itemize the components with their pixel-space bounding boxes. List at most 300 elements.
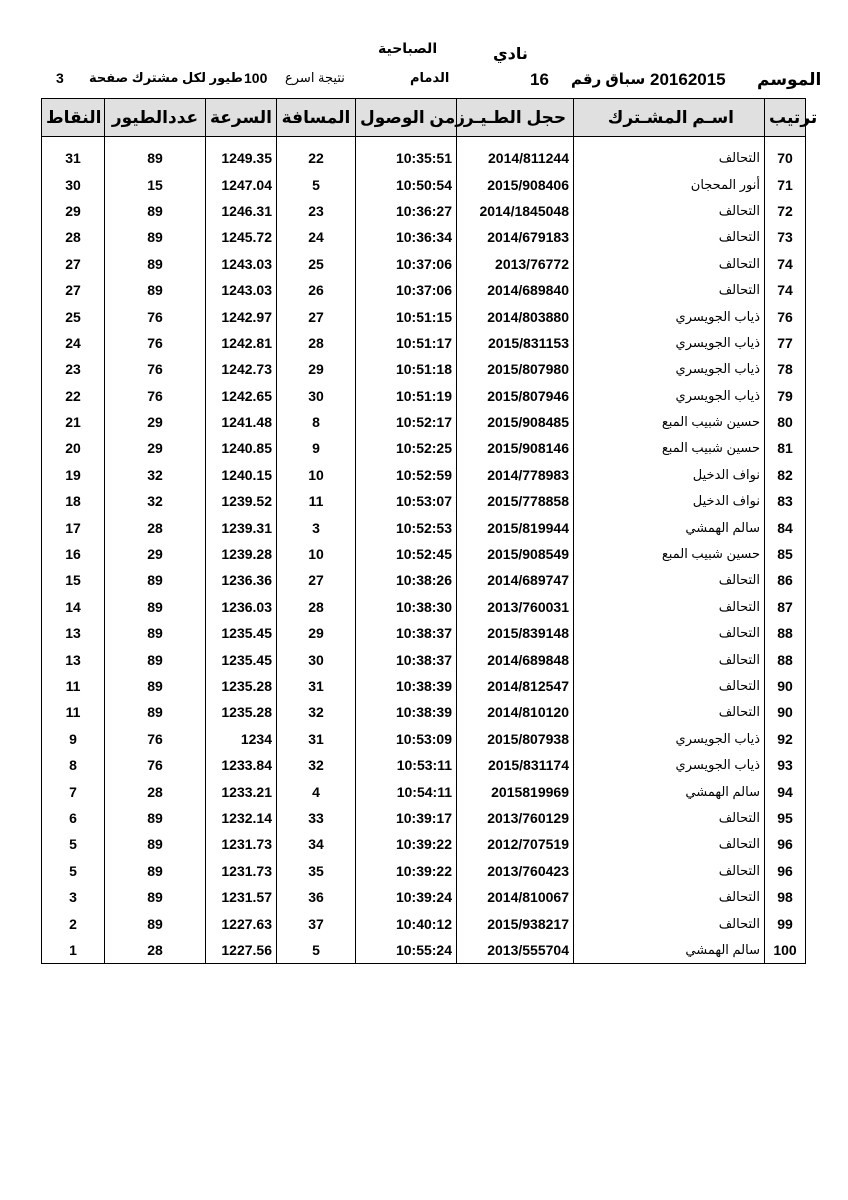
bird-count-cell: 89 — [105, 910, 206, 936]
arrival-time-cell: 10:38:39 — [356, 673, 457, 699]
bird-count-cell: 76 — [105, 383, 206, 409]
points-cell: 22 — [42, 383, 105, 409]
speed-cell: 1245.72 — [206, 224, 277, 250]
bird-count-cell: 28 — [105, 514, 206, 540]
table-row — [42, 251, 806, 277]
arrival-time-cell: 10:35:51 — [356, 145, 457, 171]
participant-name-cell: ذياب الجويسري — [574, 752, 765, 778]
ring-cell: 2015/908146 — [457, 435, 574, 461]
bird-count-cell: 89 — [105, 567, 206, 593]
points-cell: 9 — [42, 726, 105, 752]
ring-cell: 2013/760423 — [457, 858, 574, 884]
arrival-time-cell: 10:40:12 — [356, 910, 457, 936]
arrival-time-cell: 10:51:15 — [356, 303, 457, 329]
points-cell: 13 — [42, 646, 105, 672]
header-ring: حجل الطـيـر — [457, 99, 574, 137]
table-header-row — [42, 99, 806, 137]
speed-cell: 1249.35 — [206, 145, 277, 171]
bird-count-cell: 89 — [105, 805, 206, 831]
ring-cell: 2014/778983 — [457, 462, 574, 488]
table-row — [42, 435, 806, 461]
participant-name-cell: ذياب الجويسري — [574, 726, 765, 752]
speed-cell: 1231.57 — [206, 884, 277, 910]
arrival-time-cell: 10:52:59 — [356, 462, 457, 488]
bird-count-cell: 89 — [105, 145, 206, 171]
fastest-count: 100 — [244, 70, 268, 86]
ring-cell: 2014/679183 — [457, 224, 574, 250]
participant-name-cell: ذياب الجويسري — [574, 303, 765, 329]
arrival-time-cell: 10:39:22 — [356, 831, 457, 857]
distance-cell: 4 — [277, 778, 356, 804]
header-distance: المسافة — [277, 99, 356, 137]
table-row — [42, 303, 806, 329]
bird-count-cell: 32 — [105, 462, 206, 488]
table-row — [42, 409, 806, 435]
participant-name-cell: نواف الدخيل — [574, 488, 765, 514]
participant-name-cell: التحالف — [574, 910, 765, 936]
points-cell: 17 — [42, 514, 105, 540]
bird-count-cell: 89 — [105, 831, 206, 857]
arrival-time-cell: 10:37:06 — [356, 251, 457, 277]
participant-name-cell: حسين شبيب المبع — [574, 435, 765, 461]
arrival-time-cell: 10:38:30 — [356, 594, 457, 620]
rank-cell: 79 — [765, 383, 806, 409]
header-rank: ترتيب — [765, 99, 806, 137]
ring-cell: 2015/938217 — [457, 910, 574, 936]
distance-cell: 32 — [277, 752, 356, 778]
table-row — [42, 937, 806, 964]
table-row — [42, 699, 806, 725]
arrival-time-cell: 10:52:53 — [356, 514, 457, 540]
season-value: 20162015 — [650, 70, 726, 89]
participant-name-cell: ذياب الجويسري — [574, 383, 765, 409]
points-cell: 30 — [42, 171, 105, 197]
rank-cell: 72 — [765, 198, 806, 224]
rank-cell: 98 — [765, 884, 806, 910]
points-cell: 21 — [42, 409, 105, 435]
ring-cell: 2015/778858 — [457, 488, 574, 514]
arrival-time-cell: 10:53:09 — [356, 726, 457, 752]
ring-cell: 2015/831174 — [457, 752, 574, 778]
arrival-time-cell: 10:39:22 — [356, 858, 457, 884]
table-row — [42, 462, 806, 488]
speed-cell: 1242.81 — [206, 330, 277, 356]
points-cell: 8 — [42, 752, 105, 778]
points-cell: 2 — [42, 910, 105, 936]
distance-cell: 30 — [277, 383, 356, 409]
ring-cell: 2015/807980 — [457, 356, 574, 382]
table-row — [42, 673, 806, 699]
points-cell: 28 — [42, 224, 105, 250]
participant-name-cell: التحالف — [574, 224, 765, 250]
points-cell: 6 — [42, 805, 105, 831]
participant-name-cell: حسين شبيب المبع — [574, 541, 765, 567]
points-cell: 20 — [42, 435, 105, 461]
bird-count-cell: 89 — [105, 620, 206, 646]
ring-cell: 2015/908406 — [457, 171, 574, 197]
bird-count-cell: 29 — [105, 541, 206, 567]
participant-name-cell: التحالف — [574, 884, 765, 910]
ring-cell: 2015819969 — [457, 778, 574, 804]
rank-cell: 70 — [765, 145, 806, 171]
arrival-time-cell: 10:51:18 — [356, 356, 457, 382]
speed-cell: 1235.28 — [206, 699, 277, 725]
table-row — [42, 726, 806, 752]
speed-cell: 1231.73 — [206, 858, 277, 884]
points-cell: 11 — [42, 673, 105, 699]
distance-cell: 32 — [277, 699, 356, 725]
speed-cell: 1239.28 — [206, 541, 277, 567]
speed-cell: 1231.73 — [206, 831, 277, 857]
table-row — [42, 594, 806, 620]
bird-count-cell: 76 — [105, 752, 206, 778]
rank-cell: 86 — [765, 567, 806, 593]
participant-name-cell: سالم الهمشي — [574, 778, 765, 804]
bird-count-cell: 76 — [105, 356, 206, 382]
distance-cell: 23 — [277, 198, 356, 224]
distance-cell: 22 — [277, 145, 356, 171]
participant-name-cell: التحالف — [574, 620, 765, 646]
table-row — [42, 198, 806, 224]
table-row — [42, 567, 806, 593]
rank-cell: 78 — [765, 356, 806, 382]
bird-count-cell: 29 — [105, 435, 206, 461]
participant-name-cell: التحالف — [574, 567, 765, 593]
participant-name-cell: التحالف — [574, 673, 765, 699]
points-cell: 5 — [42, 831, 105, 857]
speed-cell: 1247.04 — [206, 171, 277, 197]
rank-cell: 83 — [765, 488, 806, 514]
table-row — [42, 910, 806, 936]
table-row — [42, 858, 806, 884]
race-label: سباق رقم — [571, 71, 646, 88]
arrival-time-cell: 10:36:27 — [356, 198, 457, 224]
points-cell: 25 — [42, 303, 105, 329]
table-row — [42, 488, 806, 514]
ring-cell: 2014/689747 — [457, 567, 574, 593]
rank-cell: 93 — [765, 752, 806, 778]
header-arrival-time: زمن الوصول — [356, 99, 457, 137]
speed-cell: 1227.63 — [206, 910, 277, 936]
arrival-time-cell: 10:37:06 — [356, 277, 457, 303]
speed-cell: 1242.65 — [206, 383, 277, 409]
table-row — [42, 277, 806, 303]
points-cell: 27 — [42, 277, 105, 303]
distance-cell: 10 — [277, 462, 356, 488]
bird-count-cell: 89 — [105, 646, 206, 672]
bird-count-cell: 32 — [105, 488, 206, 514]
speed-cell: 1239.52 — [206, 488, 277, 514]
results-body — [42, 137, 806, 964]
bird-count-cell: 29 — [105, 409, 206, 435]
bird-count-cell: 89 — [105, 699, 206, 725]
bird-count-cell: 89 — [105, 277, 206, 303]
table-row — [42, 224, 806, 250]
points-cell: 31 — [42, 145, 105, 171]
arrival-time-cell: 10:50:54 — [356, 171, 457, 197]
page-number: 3 — [56, 70, 64, 86]
rank-cell: 90 — [765, 673, 806, 699]
speed-cell: 1240.15 — [206, 462, 277, 488]
points-cell: 27 — [42, 251, 105, 277]
speed-cell: 1233.21 — [206, 778, 277, 804]
points-cell: 1 — [42, 937, 105, 964]
fastest-label: نتيجة اسرع — [285, 70, 345, 85]
speed-cell: 1240.85 — [206, 435, 277, 461]
points-cell: 29 — [42, 198, 105, 224]
header-bird-count: عددالطيور — [105, 99, 206, 137]
ring-cell: 2015/807946 — [457, 383, 574, 409]
distance-cell: 30 — [277, 646, 356, 672]
participant-name-cell: التحالف — [574, 251, 765, 277]
ring-cell: 2014/689840 — [457, 277, 574, 303]
distance-cell: 34 — [277, 831, 356, 857]
points-cell: 19 — [42, 462, 105, 488]
ring-cell: 2013/760031 — [457, 594, 574, 620]
points-cell: 5 — [42, 858, 105, 884]
distance-cell: 8 — [277, 409, 356, 435]
points-cell: 11 — [42, 699, 105, 725]
table-row — [42, 620, 806, 646]
ring-cell: 2013/555704 — [457, 937, 574, 964]
points-cell: 3 — [42, 884, 105, 910]
ring-cell: 2015/807938 — [457, 726, 574, 752]
table-row — [42, 805, 806, 831]
distance-cell: 36 — [277, 884, 356, 910]
distance-cell: 31 — [277, 673, 356, 699]
table-row — [42, 778, 806, 804]
rank-cell: 73 — [765, 224, 806, 250]
speed-cell: 1243.03 — [206, 277, 277, 303]
season-label: الموسم — [757, 70, 822, 89]
arrival-time-cell: 10:38:26 — [356, 567, 457, 593]
arrival-time-cell: 10:54:11 — [356, 778, 457, 804]
bird-count-cell: 89 — [105, 224, 206, 250]
participant-name-cell: التحالف — [574, 198, 765, 224]
points-cell: 14 — [42, 594, 105, 620]
participant-name-cell: سالم الهمشي — [574, 937, 765, 964]
arrival-time-cell: 10:38:39 — [356, 699, 457, 725]
speed-cell: 1236.03 — [206, 594, 277, 620]
bird-count-cell: 89 — [105, 251, 206, 277]
header-points: النقاط — [42, 99, 105, 137]
distance-cell: 3 — [277, 514, 356, 540]
arrival-time-cell: 10:39:17 — [356, 805, 457, 831]
table-row — [42, 145, 806, 171]
speed-cell: 1236.36 — [206, 567, 277, 593]
arrival-time-cell: 10:53:07 — [356, 488, 457, 514]
club-name: الصباحية — [378, 40, 438, 56]
ring-cell: 2013/760129 — [457, 805, 574, 831]
points-cell: 24 — [42, 330, 105, 356]
rank-cell: 87 — [765, 594, 806, 620]
rank-cell: 76 — [765, 303, 806, 329]
table-row — [42, 330, 806, 356]
arrival-time-cell: 10:51:17 — [356, 330, 457, 356]
arrival-time-cell: 10:38:37 — [356, 646, 457, 672]
bird-count-cell: 89 — [105, 594, 206, 620]
rank-cell: 88 — [765, 646, 806, 672]
speed-cell: 1243.03 — [206, 251, 277, 277]
distance-cell: 29 — [277, 356, 356, 382]
participant-name-cell: ذياب الجويسري — [574, 330, 765, 356]
table-row — [42, 356, 806, 382]
rank-cell: 95 — [765, 805, 806, 831]
ring-cell: 2014/1845048 — [457, 198, 574, 224]
speed-cell: 1235.45 — [206, 620, 277, 646]
bird-count-cell: 76 — [105, 330, 206, 356]
rank-cell: 96 — [765, 858, 806, 884]
rank-cell: 85 — [765, 541, 806, 567]
participant-name-cell: التحالف — [574, 831, 765, 857]
distance-cell: 28 — [277, 330, 356, 356]
race-number: 16 — [530, 70, 549, 89]
spacer-row — [42, 137, 806, 146]
arrival-time-cell: 10:52:25 — [356, 435, 457, 461]
bird-count-cell: 89 — [105, 858, 206, 884]
distance-cell: 31 — [277, 726, 356, 752]
rank-cell: 94 — [765, 778, 806, 804]
distance-cell: 29 — [277, 620, 356, 646]
participant-name-cell: ذياب الجويسري — [574, 356, 765, 382]
ring-cell: 2015/819944 — [457, 514, 574, 540]
participant-name-cell: التحالف — [574, 699, 765, 725]
speed-cell: 1242.73 — [206, 356, 277, 382]
arrival-time-cell: 10:51:19 — [356, 383, 457, 409]
distance-cell: 24 — [277, 224, 356, 250]
speed-cell: 1234 — [206, 726, 277, 752]
distance-cell: 35 — [277, 858, 356, 884]
distance-cell: 5 — [277, 937, 356, 964]
rank-cell: 99 — [765, 910, 806, 936]
participant-name-cell: نواف الدخيل — [574, 462, 765, 488]
distance-cell: 26 — [277, 277, 356, 303]
speed-cell: 1235.45 — [206, 646, 277, 672]
rank-cell: 96 — [765, 831, 806, 857]
bird-count-cell: 28 — [105, 937, 206, 964]
ring-cell: 2014/810120 — [457, 699, 574, 725]
distance-cell: 37 — [277, 910, 356, 936]
speed-cell: 1233.84 — [206, 752, 277, 778]
distance-cell: 11 — [277, 488, 356, 514]
city: الدمام — [410, 70, 450, 85]
distance-cell: 10 — [277, 541, 356, 567]
ring-cell: 2014/812547 — [457, 673, 574, 699]
arrival-time-cell: 10:52:45 — [356, 541, 457, 567]
rank-cell: 71 — [765, 171, 806, 197]
ring-cell: 2012/707519 — [457, 831, 574, 857]
table-row — [42, 752, 806, 778]
ring-cell: 2015/908485 — [457, 409, 574, 435]
distance-cell: 5 — [277, 171, 356, 197]
per-participant-label: طيور لكل مشترك صفحة — [89, 70, 243, 85]
rank-cell: 74 — [765, 251, 806, 277]
rank-cell: 80 — [765, 409, 806, 435]
participant-name-cell: حسين شبيب المبع — [574, 409, 765, 435]
ring-cell: 2013/76772 — [457, 251, 574, 277]
bird-count-cell: 28 — [105, 778, 206, 804]
bird-count-cell: 15 — [105, 171, 206, 197]
table-row — [42, 541, 806, 567]
table-row — [42, 514, 806, 540]
speed-cell: 1239.31 — [206, 514, 277, 540]
bird-count-cell: 89 — [105, 884, 206, 910]
participant-name-cell: أنور المحجان — [574, 171, 765, 197]
rank-cell: 74 — [765, 277, 806, 303]
ring-cell: 2014/689848 — [457, 646, 574, 672]
bird-count-cell: 76 — [105, 726, 206, 752]
ring-cell: 2015/831153 — [457, 330, 574, 356]
arrival-time-cell: 10:38:37 — [356, 620, 457, 646]
participant-name-cell: التحالف — [574, 145, 765, 171]
ring-cell: 2014/811244 — [457, 145, 574, 171]
table-row — [42, 831, 806, 857]
bird-count-cell: 89 — [105, 198, 206, 224]
speed-cell: 1241.48 — [206, 409, 277, 435]
results-table — [41, 98, 818, 964]
arrival-time-cell: 10:52:17 — [356, 409, 457, 435]
speed-cell: 1242.97 — [206, 303, 277, 329]
participant-name-cell: التحالف — [574, 594, 765, 620]
arrival-time-cell: 10:55:24 — [356, 937, 457, 964]
points-cell: 15 — [42, 567, 105, 593]
points-cell: 7 — [42, 778, 105, 804]
ring-cell: 2015/908549 — [457, 541, 574, 567]
distance-cell: 25 — [277, 251, 356, 277]
bird-count-cell: 89 — [105, 673, 206, 699]
header-speed: السرعة — [206, 99, 277, 137]
speed-cell: 1227.56 — [206, 937, 277, 964]
header-participant: اسـم المشـترك — [574, 99, 765, 137]
distance-cell: 27 — [277, 303, 356, 329]
ring-cell: 2014/803880 — [457, 303, 574, 329]
points-cell: 18 — [42, 488, 105, 514]
bird-count-cell: 76 — [105, 303, 206, 329]
distance-cell: 33 — [277, 805, 356, 831]
arrival-time-cell: 10:36:34 — [356, 224, 457, 250]
participant-name-cell: التحالف — [574, 805, 765, 831]
participant-name-cell: التحالف — [574, 277, 765, 303]
rank-cell: 88 — [765, 620, 806, 646]
rank-cell: 81 — [765, 435, 806, 461]
table-row — [42, 646, 806, 672]
distance-cell: 27 — [277, 567, 356, 593]
arrival-time-cell: 10:53:11 — [356, 752, 457, 778]
ring-cell: 2015/839148 — [457, 620, 574, 646]
points-cell: 23 — [42, 356, 105, 382]
rank-cell: 77 — [765, 330, 806, 356]
rank-cell: 100 — [765, 937, 806, 964]
table-row — [42, 171, 806, 197]
points-cell: 13 — [42, 620, 105, 646]
ring-cell: 2014/810067 — [457, 884, 574, 910]
arrival-time-cell: 10:39:24 — [356, 884, 457, 910]
distance-cell: 28 — [277, 594, 356, 620]
table-row — [42, 383, 806, 409]
rank-cell: 82 — [765, 462, 806, 488]
rank-cell: 92 — [765, 726, 806, 752]
rank-cell: 84 — [765, 514, 806, 540]
distance-cell: 9 — [277, 435, 356, 461]
speed-cell: 1232.14 — [206, 805, 277, 831]
club-label: نادي — [493, 46, 528, 63]
speed-cell: 1235.28 — [206, 673, 277, 699]
participant-name-cell: التحالف — [574, 646, 765, 672]
table-row — [42, 884, 806, 910]
participant-name-cell: التحالف — [574, 858, 765, 884]
participant-name-cell: سالم الهمشي — [574, 514, 765, 540]
rank-cell: 90 — [765, 699, 806, 725]
